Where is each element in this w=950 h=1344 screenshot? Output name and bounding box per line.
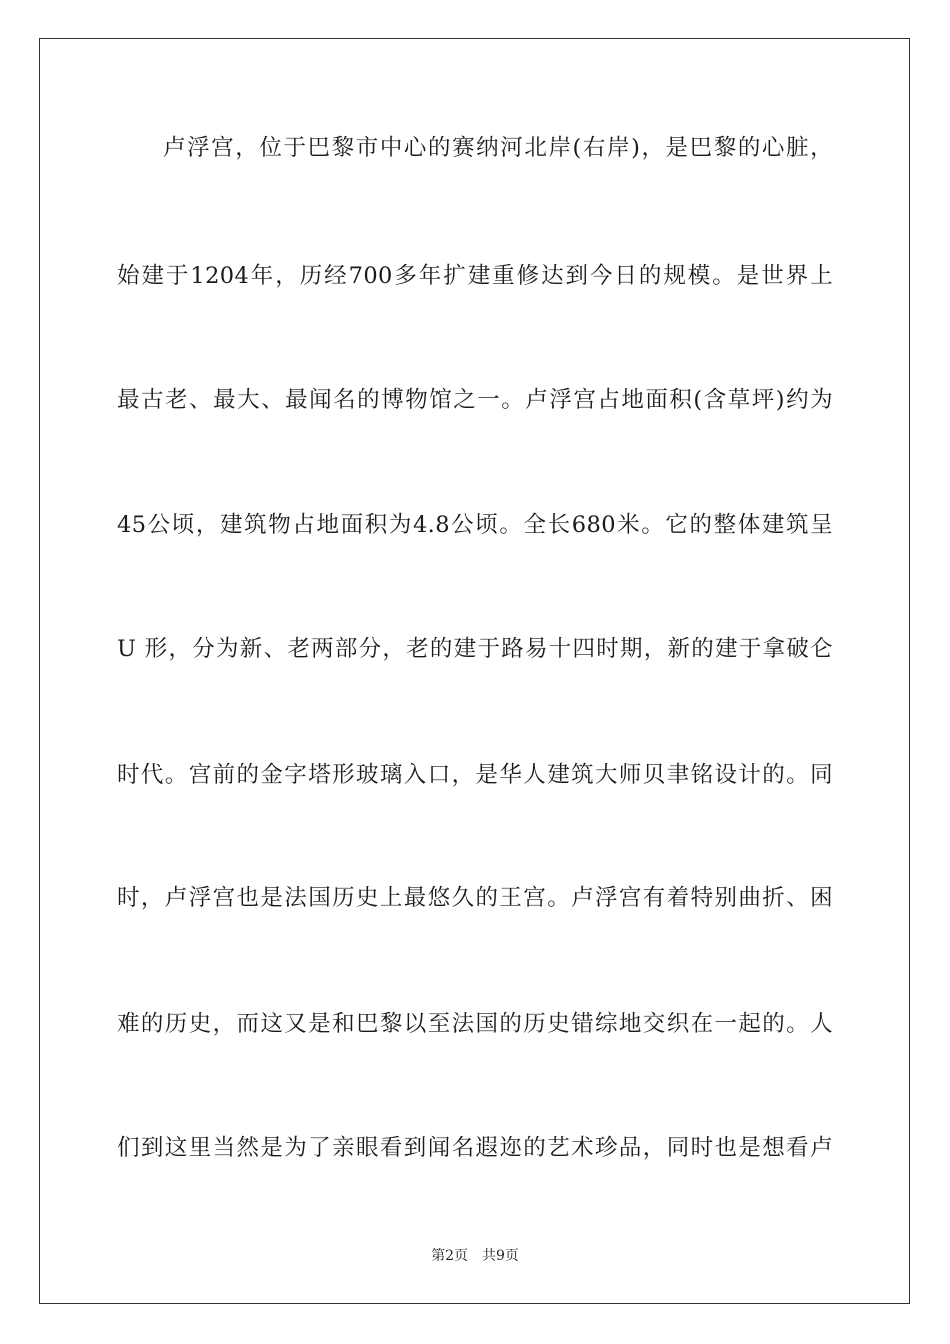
page-border: [39, 38, 910, 1304]
page-total: 共9页: [482, 1248, 519, 1264]
text-line-7: 时，卢浮宫也是法国历史上最悠久的王宫。卢浮宫有着特别曲折、困: [117, 885, 833, 911]
text-line-1: 卢浮宫，位于巴黎市中心的赛纳河北岸(右岸)，是巴黎的心脏，: [163, 135, 833, 161]
text-line-8: 难的历史，而这又是和巴黎以至法国的历史错综地交织在一起的。人: [117, 1011, 833, 1037]
text-line-6: 时代。宫前的金字塔形玻璃入口，是华人建筑大师贝聿铭设计的。同: [117, 762, 833, 788]
page-number: 第2页: [431, 1248, 468, 1264]
text-line-3: 最古老、最大、最闻名的博物馆之一。卢浮宫占地面积(含草坪)约为: [117, 387, 833, 413]
page-footer: [0, 1246, 950, 1266]
text-line-4: 45公顷，建筑物占地面积为4.8公顷。全长680米。它的整体建筑呈: [117, 512, 833, 538]
text-line-2: 始建于1204年，历经700多年扩建重修达到今日的规模。是世界上: [117, 263, 833, 289]
text-line-9: 们到这里当然是为了亲眼看到闻名遐迩的艺术珍品，同时也是想看卢: [117, 1135, 833, 1161]
text-line-5: U 形，分为新、老两部分，老的建于路易十四时期，新的建于拿破仑: [117, 636, 833, 662]
